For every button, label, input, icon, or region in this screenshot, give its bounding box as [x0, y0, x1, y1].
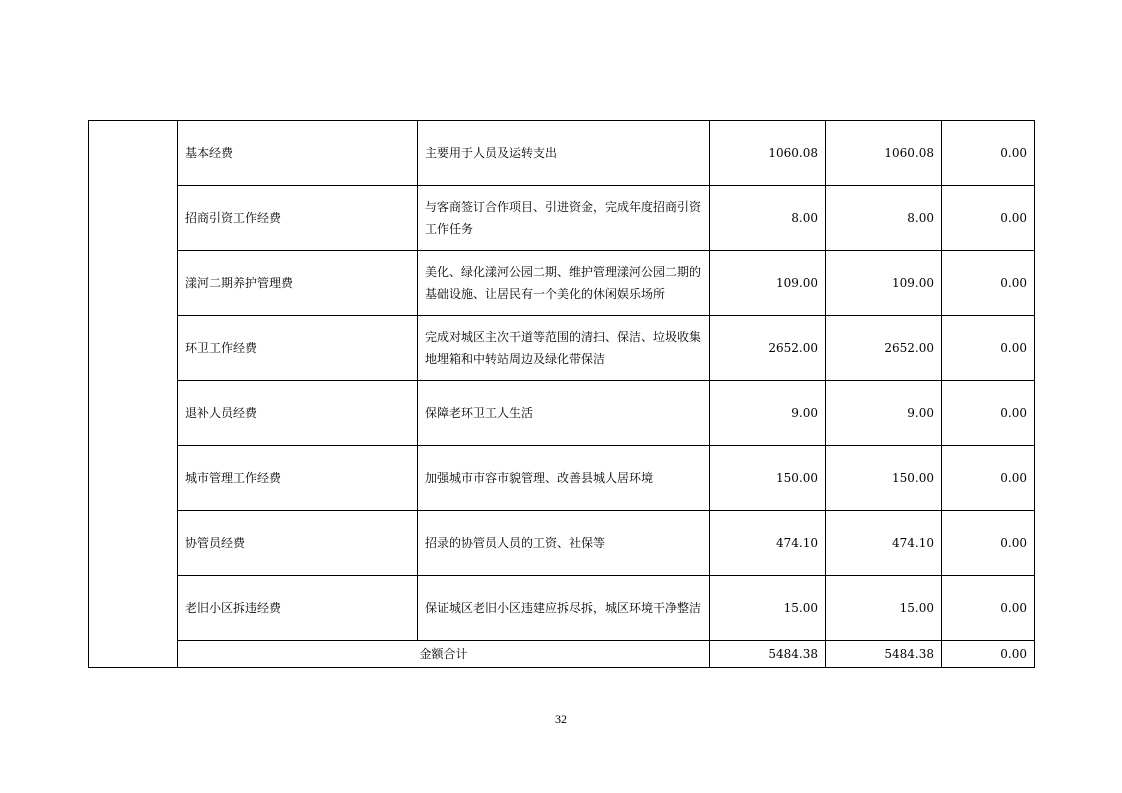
merged-blank-cell	[89, 121, 178, 668]
amount-cell-1: 8.00	[710, 186, 826, 251]
total-amount-1: 5484.38	[710, 641, 826, 668]
item-description-cell: 完成对城区主次干道等范围的清扫、保洁、垃圾收集地埋箱和中转站周边及绿化带保洁	[418, 316, 710, 381]
amount-cell-3: 0.00	[942, 381, 1035, 446]
amount-cell-2: 109.00	[826, 251, 942, 316]
item-description-cell: 保证城区老旧小区违建应拆尽拆，城区环境干净整洁	[418, 576, 710, 641]
total-row	[89, 641, 1035, 668]
item-name-cell: 漾河二期养护管理费	[178, 251, 418, 316]
amount-cell-2: 15.00	[826, 576, 942, 641]
total-amount-2: 5484.38	[826, 641, 942, 668]
total-label: 金额合计	[178, 641, 710, 668]
table-row	[89, 251, 1035, 316]
amount-cell-2: 150.00	[826, 446, 942, 511]
amount-cell-3: 0.00	[942, 186, 1035, 251]
budget-table-body	[89, 121, 1035, 668]
amount-cell-2: 8.00	[826, 186, 942, 251]
table-row	[89, 121, 1035, 186]
total-amount-3: 0.00	[942, 641, 1035, 668]
amount-cell-2: 9.00	[826, 381, 942, 446]
amount-cell-3: 0.00	[942, 446, 1035, 511]
item-name-cell: 招商引资工作经费	[178, 186, 418, 251]
page-number: 32	[555, 712, 567, 726]
item-description-cell: 招录的协管员人员的工资、社保等	[418, 511, 710, 576]
item-description-cell: 保障老环卫工人生活	[418, 381, 710, 446]
item-name-cell: 城市管理工作经费	[178, 446, 418, 511]
amount-cell-3: 0.00	[942, 251, 1035, 316]
budget-table	[88, 120, 1035, 668]
amount-cell-1: 1060.08	[710, 121, 826, 186]
table-row	[89, 511, 1035, 576]
item-description-cell: 主要用于人员及运转支出	[418, 121, 710, 186]
amount-cell-1: 109.00	[710, 251, 826, 316]
amount-cell-1: 9.00	[710, 381, 826, 446]
item-name-cell: 老旧小区拆违经费	[178, 576, 418, 641]
table-row	[89, 446, 1035, 511]
amount-cell-2: 1060.08	[826, 121, 942, 186]
amount-cell-2: 474.10	[826, 511, 942, 576]
amount-cell-2: 2652.00	[826, 316, 942, 381]
amount-cell-3: 0.00	[942, 576, 1035, 641]
amount-cell-3: 0.00	[942, 121, 1035, 186]
table-row	[89, 381, 1035, 446]
amount-cell-3: 0.00	[942, 316, 1035, 381]
item-name-cell: 退补人员经费	[178, 381, 418, 446]
item-description-cell: 与客商签订合作项目、引进资金，完成年度招商引资工作任务	[418, 186, 710, 251]
amount-cell-1: 150.00	[710, 446, 826, 511]
amount-cell-1: 15.00	[710, 576, 826, 641]
item-name-cell: 环卫工作经费	[178, 316, 418, 381]
item-name-cell: 协管员经费	[178, 511, 418, 576]
item-description-cell: 加强城市市容市貌管理、改善县城人居环境	[418, 446, 710, 511]
table-row	[89, 186, 1035, 251]
table-row	[89, 316, 1035, 381]
amount-cell-3: 0.00	[942, 511, 1035, 576]
amount-cell-1: 2652.00	[710, 316, 826, 381]
table-row	[89, 576, 1035, 641]
item-name-cell: 基本经费	[178, 121, 418, 186]
item-description-cell: 美化、绿化漾河公园二期、维护管理漾河公园二期的基础设施、让居民有一个美化的休闲娱乐场所	[418, 251, 710, 316]
amount-cell-1: 474.10	[710, 511, 826, 576]
